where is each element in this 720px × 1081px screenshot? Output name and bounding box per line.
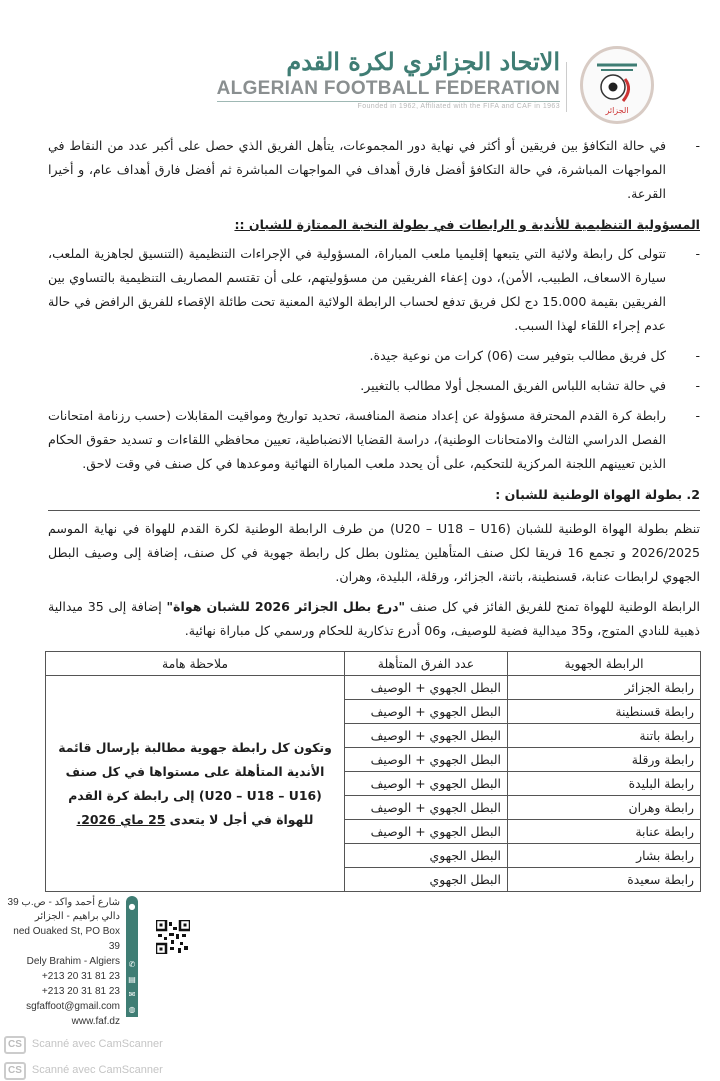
- logo-subtitle: Founded in 1962, Affiliated with the FIFA and CAF in 1963: [357, 103, 560, 110]
- section-divider: [48, 510, 700, 511]
- qualified-teams: البطل الجهوي + الوصيف: [345, 772, 508, 796]
- footer-text: [0, 896, 120, 1029]
- qualified-teams: البطل الجهوي + الوصيف: [345, 676, 508, 700]
- tiebreak-text: في حالة التكافؤ بين فريقين أو أكثر في نهاية دور المجموعات، يتأهل الفريق الذي حصل على أكبر عدد من النقاط في المواجهات المباشرة، في حالة التكافؤ أفضل فارق أهداف في المواجهات المباشرة ثم أفضل فارق أهداف عام، و أخيرا القرعة.: [48, 138, 666, 201]
- league-name: رابطة وهران: [508, 796, 701, 820]
- tiebreak-rule: [48, 134, 700, 206]
- camscanner-watermark: [4, 1033, 720, 1055]
- phone-icon: ✆: [128, 960, 136, 969]
- responsibility-bullet-3: [48, 374, 700, 398]
- fax-icon: ▤: [128, 975, 136, 984]
- responsibility-bullet-2: [48, 344, 700, 368]
- logo-separator: [566, 62, 567, 112]
- responsibility-bullet-1: [48, 242, 700, 338]
- league-name: رابطة باتنة: [508, 724, 701, 748]
- league-name: رابطة سعيدة: [508, 868, 701, 892]
- note-deadline: 25 ماي 2026.: [76, 811, 166, 827]
- camscanner-logo-icon: CS: [4, 1062, 26, 1080]
- trophy-name: "درع بطل الجزائر 2026 للشبان هواة": [166, 599, 406, 614]
- camscanner-watermark: [4, 1059, 720, 1081]
- section-2-heading: 2. بطولة الهواة الوطنية للشبان :: [495, 487, 700, 502]
- logo-block: [217, 46, 560, 112]
- fax-number: +213 20 31 81 23: [41, 986, 120, 997]
- important-note: [46, 676, 345, 892]
- federation-header: [0, 0, 720, 128]
- bullet-text: تتولى كل رابطة ولائية التي يتبعها إقليميا ملعب المباراة، المسؤولية في الإجراءات التنظيمية (التنسيق لجاهزية الملعب، سيارة الاسعاف، الطبيب، الأمن)، دون إعفاء الفريقين من مسؤوليتهم، على أن تقتسم المصاريف التنظيمية بالتساوي بين الفريقين بقيمة 15.000 دج لكل فريق تدفع لحساب الرابطة الولائية المعنية تحت طائلة الإقصاء للفريق الرافض في حالة عدم إجراء اللقاء لهذا السبب.: [47, 246, 666, 333]
- qualified-teams-table: [45, 651, 701, 892]
- bullet-dash: -: [695, 246, 700, 261]
- address-ar-line-2: دالي براهيم - الجزائر: [34, 911, 120, 922]
- responsibility-heading: المسؤولية التنظيمية للأندية و الرابطات في بطولة النخبة الممتازة للشبان ::: [234, 217, 700, 232]
- league-name: رابطة قسنطينة: [508, 700, 701, 724]
- bullet-text: رابطة كرة القدم المحترفة مسؤولة عن إعداد منصة المنافسة، تحديد تواريخ ومواقيت المقابلات (حسب رزنامة امتحانات الفصل الدراسي الثالث والامتحانات الوطنية)، دراسة القضايا الانضباطية، تعيين محافظي اللقاءات و تسديد حقوق الحكام الذين تعيينهم اللجنة المركزية للتحكيم، على أن يحدد ملعب المباراة النهائية وموعدها في كل صنف في وقت لاحق.: [48, 408, 666, 471]
- address-en-line-2: Dely Brahim - Algiers: [26, 956, 120, 967]
- globe-icon: ◍: [128, 1005, 136, 1014]
- table-row: [46, 676, 701, 700]
- qualified-teams: البطل الجهوي + الوصيف: [345, 820, 508, 844]
- qualified-teams: البطل الجهوي: [345, 844, 508, 868]
- website-link[interactable]: www.faf.dz: [71, 1016, 120, 1027]
- watermark-text: Scanné avec CamScanner: [31, 1038, 163, 1050]
- league-name: رابطة ورقلة: [508, 748, 701, 772]
- address-ar-line-1: شارع أحمد واكد - ص.ب 39: [7, 897, 120, 908]
- league-name: رابطة بشار: [508, 844, 701, 868]
- league-name: رابطة عنابة: [508, 820, 701, 844]
- league-name: رابطة الجزائر: [508, 676, 701, 700]
- responsibility-bullet-4: [48, 404, 700, 476]
- location-pin-icon: ●: [128, 902, 136, 911]
- phone-number: +213 20 31 81 23: [41, 971, 120, 982]
- logo-english-title: ALGERIAN FOOTBALL FEDERATION: [216, 78, 560, 99]
- section-2-paragraph-2: [48, 595, 700, 643]
- bullet-dash: -: [695, 378, 700, 393]
- emblem-text: الجزائر: [605, 106, 629, 115]
- email-icon: ✉: [128, 990, 136, 999]
- watermark-text: Scanné avec CamScanner: [31, 1064, 163, 1076]
- document-body: [0, 134, 720, 892]
- bullet-dash: -: [695, 408, 700, 423]
- faf-emblem-icon: [580, 46, 654, 124]
- note-text: وتكون كل رابطة جهوية مطالبة بإرسال قائمة الأندية المتأهلة على مستواها في كل صنف (U20 – U18 – U16) إلى رابطة كرة القدم للهواة في أجل لا يتعدى: [58, 739, 332, 827]
- qualified-teams: البطل الجهوي + الوصيف: [345, 748, 508, 772]
- email-link[interactable]: sgfaffoot@gmail.com: [26, 1001, 120, 1012]
- qualified-teams: البطل الجهوي + الوصيف: [345, 700, 508, 724]
- logo-arabic-title: الاتحاد الجزائري لكرة القدم: [286, 47, 560, 76]
- bullet-dash: -: [695, 138, 700, 153]
- qualified-teams: البطل الجهوي: [345, 868, 508, 892]
- qualified-teams: البطل الجهوي + الوصيف: [345, 796, 508, 820]
- header-important-note: ملاحظة هامة: [46, 652, 345, 676]
- footer-contact: [0, 896, 720, 1029]
- camscanner-logo-icon: CS: [4, 1036, 26, 1054]
- header-regional-league: الرابطة الجهوية: [508, 652, 701, 676]
- qualified-teams: البطل الجهوي + الوصيف: [345, 724, 508, 748]
- table-header-row: [46, 652, 701, 676]
- bullet-text: في حالة تشابه اللباس الفريق المسجل أولا مطالب بالتغيير.: [360, 378, 666, 393]
- address-en-line-1: ned Ouaked St, PO Box 39: [13, 926, 120, 952]
- contact-icon-bar: [126, 896, 138, 1017]
- qr-code-icon[interactable]: [156, 920, 190, 954]
- paragraph-text: الرابطة الوطنية للهواة تمنح للفريق الفائز في كل صنف: [405, 599, 700, 614]
- paragraph-text: إضافة إلى 35 ميدالية ذهبية للنادي المتوج، و35 ميدالية فضية للوصيف، و06 أدرع تذكارية للحكام ورسمي كل مباراة نهائية.: [48, 599, 700, 638]
- bullet-dash: -: [695, 348, 700, 363]
- section-2-paragraph-1: تنظم بطولة الهواة الوطنية للشبان (U20 – U18 – U16) من طرف الرابطة الوطنية لكرة القدم للهواة في نهاية الموسم 2026/2025 و تجمع 16 فريقا لكل صنف المتأهلين يمثلون بطل كل رابطة جهوية في كل صنف، إضافة إلى وصيف البطل الجهوي لرابطات عنابة، قسنطينة، باتنة، الجزائر، ورقلة، البليدة، وهران.: [48, 521, 700, 584]
- league-name: رابطة البليدة: [508, 772, 701, 796]
- bullet-text: كل فريق مطالب بتوفير ست (06) كرات من نوعية جيدة.: [369, 348, 666, 363]
- header-qualified-count: عدد الفرق المتأهلة: [345, 652, 508, 676]
